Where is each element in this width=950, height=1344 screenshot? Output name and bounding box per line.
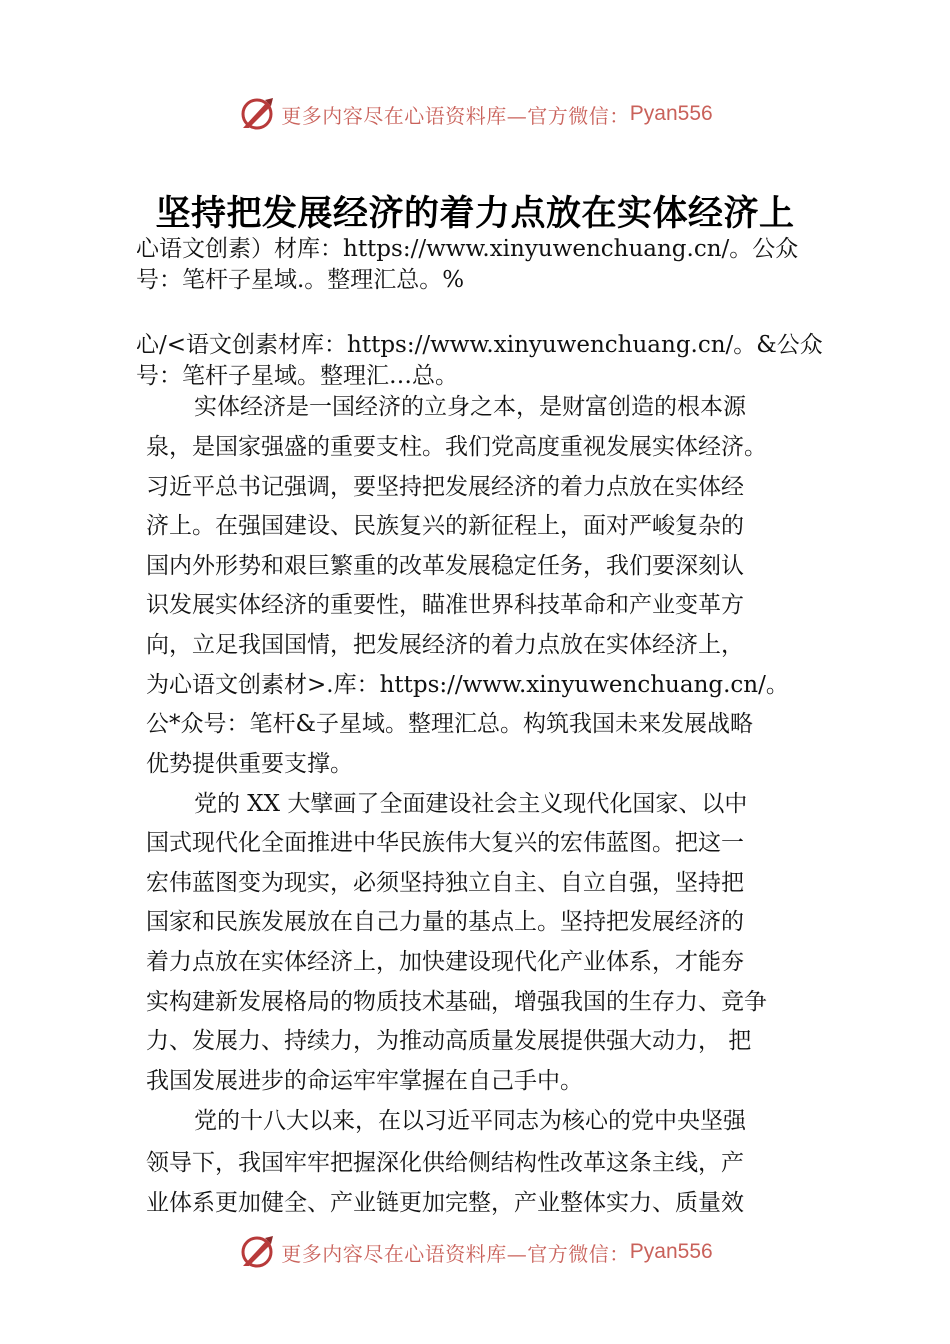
footer-banner	[0, 1230, 950, 1274]
quill-logo-icon	[237, 1232, 277, 1272]
wechat-id: Pyan556	[629, 102, 713, 125]
wechat-id: Pyan556	[629, 1240, 713, 1263]
body-line: 实体经济是一国经济的立身之本，是财富创造的根本源	[194, 394, 746, 420]
body-line: 识发展实体经济的重要性，瞄准世界科技革命和产业变革方	[146, 592, 744, 618]
body-line: 业体系更加健全、产业链更加完整，产业整体实力、质量效	[146, 1190, 744, 1216]
body-line: 党的 XX 大擘画了全面建设社会主义现代化国家、以中	[194, 791, 748, 817]
body-line: 宏伟蓝图变为现实，必须坚持独立自主、自立自强，坚持把	[146, 870, 744, 896]
body-line: 国式现代化全面推进中华民族伟大复兴的宏伟蓝图。把这一	[146, 830, 744, 856]
page-title: 坚持把发展经济的着力点放在实体经济上	[155, 193, 795, 234]
body-line: 国家和民族发展放在自己力量的基点上。坚持把发展经济的	[146, 909, 744, 935]
body-line: 实构建新发展格局的物质技术基础，增强我国的生存力、竞争	[146, 989, 767, 1015]
header-banner	[0, 92, 950, 136]
body-line: 领导下，我国牢牢把握深化供给侧结构性改革这条主线，产	[146, 1150, 744, 1176]
body-line: 党的十八大以来，在以习近平同志为核心的党中央坚强	[194, 1108, 746, 1134]
body-line: 我国发展进步的命运牢牢掌握在自己手中。	[146, 1068, 583, 1094]
source-note-1: 心语文创素）材库：https://www.xinyuwenchuang.cn/。公众号：笔杆子星域.。整理汇总。%	[136, 236, 799, 293]
body-line: 国内外形势和艰巨繁重的改革发展稳定任务，我们要深刻认	[146, 553, 744, 579]
body-line: 为心语文创素材>.库：https://www.xinyuwenchuang.cn/。	[146, 672, 789, 698]
quill-logo-icon	[237, 94, 277, 134]
banner-text: 更多内容尽在心语资料库—官方微信：	[281, 1241, 630, 1266]
body-line: 泉，是国家强盛的重要支柱。我们党高度重视发展实体经济。	[146, 434, 767, 460]
body-line: 公*众号：笔杆&子星域。整理汇总。构筑我国未来发展战略	[146, 711, 753, 737]
body-line: 习近平总书记强调，要坚持把发展经济的着力点放在实体经	[146, 474, 744, 500]
body-line: 力、发展力、持续力，为推动高质量发展提供强大动力， 把	[146, 1028, 752, 1054]
body-line: 优势提供重要支撑。	[146, 751, 353, 777]
banner-text: 更多内容尽在心语资料库—官方微信：	[281, 103, 630, 128]
source-note-2: 心/<语文创素材库：https://www.xinyuwenchuang.cn/。&公众号：笔杆子星域。整理汇…总。	[136, 332, 823, 389]
body-line: 济上。在强国建设、民族复兴的新征程上，面对严峻复杂的	[146, 513, 744, 539]
body-line: 着力点放在实体经济上，加快建设现代化产业体系，才能夯	[146, 949, 744, 975]
body-line: 向，立足我国国情，把发展经济的着力点放在实体经济上，	[146, 632, 744, 658]
